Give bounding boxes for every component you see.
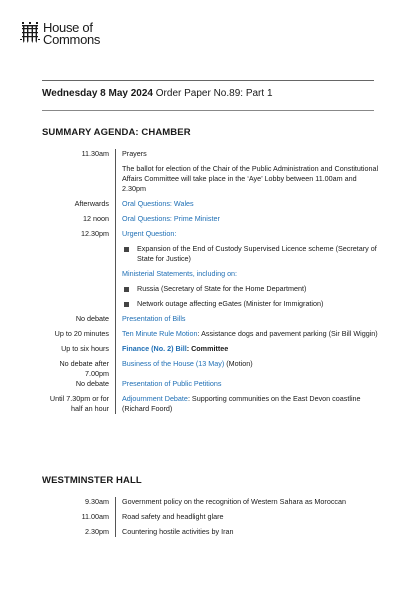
header-rule-bottom — [42, 110, 374, 111]
list-item — [122, 244, 382, 264]
finance-bill-stage: : Committee — [186, 344, 229, 353]
agenda-time: 12 noon — [83, 214, 109, 223]
agenda-time: 11.30am — [81, 149, 109, 158]
agenda-time: No debate — [75, 379, 109, 388]
house-of-commons-logo — [20, 22, 100, 46]
agenda-row-tmr — [42, 329, 382, 344]
agenda-time: 9.30am — [85, 497, 109, 506]
statement-item-2: Network outage affecting eGates (Minister for Immigration) — [137, 299, 324, 308]
oral-questions-pm-link[interactable]: Oral Questions: Prime Minister — [122, 214, 220, 223]
bullet-icon — [124, 247, 129, 252]
list-item — [122, 299, 382, 309]
agenda-row-petitions — [42, 379, 382, 394]
list-item — [42, 527, 382, 537]
agenda-row-oq-wales — [42, 199, 382, 214]
agenda-time: No debate after 7.00pm — [59, 359, 109, 378]
finance-bill-link[interactable]: Finance (No. 2) Bill — [122, 344, 187, 353]
agenda-row-finance — [42, 344, 382, 359]
order-paper-title — [42, 87, 273, 101]
list-item — [42, 512, 382, 527]
agenda-time: Afterwards — [74, 199, 109, 208]
bullet-icon — [124, 287, 129, 292]
ten-minute-rule-link[interactable]: Ten Minute Rule Motion — [122, 329, 198, 338]
business-of-house-link[interactable]: Business of the House (13 May) — [122, 359, 225, 368]
oral-questions-wales-link[interactable]: Oral Questions: Wales — [122, 199, 194, 208]
debate-title: Government policy on the recognition of Western Sahara as Moroccan — [122, 497, 346, 506]
statement-item-1: Russia (Secretary of State for the Home Department) — [137, 284, 307, 293]
agenda-row-pmq — [42, 214, 382, 229]
agenda-row-bills — [42, 314, 382, 329]
adjournment-detail: : Supporting communities on the East Devon coastline (Richard Foord) — [122, 394, 361, 413]
finance-bill-text — [122, 344, 382, 354]
agenda-time: 12.30pm — [81, 229, 109, 238]
debate-title: Countering hostile activities by Iran — [122, 527, 234, 536]
ten-minute-rule-text — [122, 329, 382, 339]
bullet-icon — [124, 302, 129, 307]
agenda-time: 2.30pm — [85, 527, 109, 536]
ten-minute-rule-detail: : Assistance dogs and pavement parking (Sir Bill Wiggin) — [197, 329, 378, 338]
ballot-note: The ballot for election of the Chair of the Public Administration and Constitutional Affairs Committee will take place in the ‘Aye’ Lobby between 11.00am and 2.30pm — [122, 164, 379, 193]
agenda-time: No debate — [75, 314, 109, 323]
prayers-text: Prayers — [122, 149, 147, 158]
ministerial-statements-link[interactable]: Ministerial Statements, including on: — [122, 269, 238, 278]
agenda-time: Up to 20 minutes — [54, 329, 109, 338]
list-item — [122, 284, 382, 294]
logo-line-1: House of — [43, 20, 93, 35]
presentation-of-bills-link[interactable]: Presentation of Bills — [122, 314, 186, 323]
adjournment-debate-link[interactable]: Adjournment Debate — [122, 394, 188, 403]
agenda-row-boh — [42, 359, 382, 379]
agenda-time: 11.00am — [81, 512, 109, 521]
agenda-time: Until 7.30pm or for half an hour — [49, 394, 109, 413]
chamber-agenda — [42, 149, 382, 414]
adjournment-text — [122, 394, 382, 414]
agenda-row-adjournment — [42, 394, 382, 414]
header-rule-top — [42, 80, 374, 81]
agenda-row-uq — [42, 229, 382, 314]
business-of-house-detail: (Motion) — [224, 359, 253, 368]
order-date: Wednesday 8 May 2024 — [42, 88, 153, 99]
debate-title: Road safety and headlight glare — [122, 512, 224, 521]
list-item — [42, 497, 382, 512]
business-of-house-text — [122, 359, 382, 369]
urgent-question-item: Expansion of the End of Custody Supervised Licence scheme (Secretary of State for Justice) — [137, 244, 377, 263]
agenda-time: Up to six hours — [61, 344, 109, 353]
public-petitions-link[interactable]: Presentation of Public Petitions — [122, 379, 222, 388]
order-paper-number: Order Paper No.89: Part 1 — [155, 88, 273, 99]
portcullis-icon — [20, 22, 40, 46]
chamber-heading: SUMMARY AGENDA: CHAMBER — [42, 127, 191, 138]
agenda-row-prayers — [42, 149, 382, 199]
urgent-question-link[interactable]: Urgent Question: — [122, 229, 177, 238]
westminster-hall-agenda — [42, 497, 382, 537]
westminster-hall-heading: WESTMINSTER HALL — [42, 475, 142, 486]
logo-line-2: Commons — [43, 31, 101, 47]
